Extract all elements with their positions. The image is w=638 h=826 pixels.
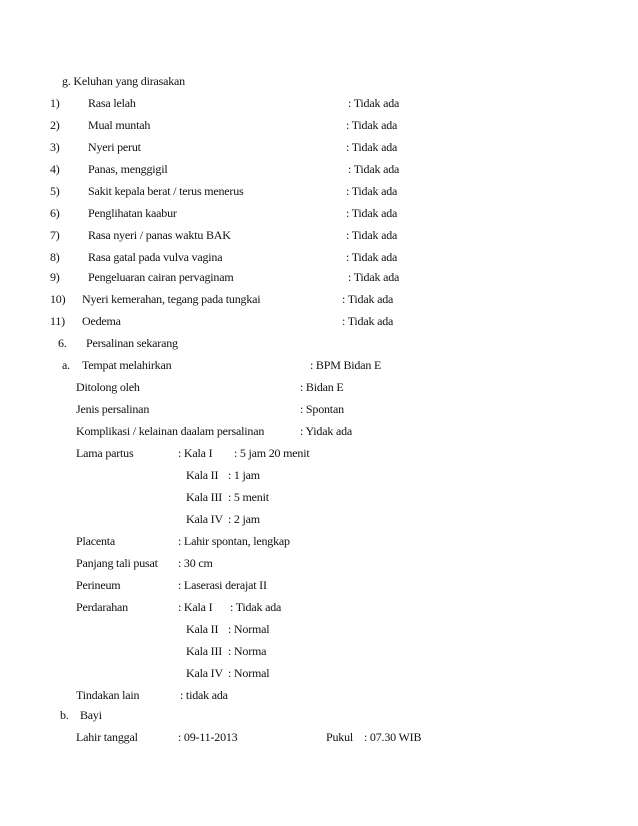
item-label: Rasa gatal pada vulva vagina [88, 250, 223, 264]
lama-kala: Kala III [186, 490, 223, 504]
ditolong-value: : Bidan E [300, 380, 344, 394]
item-label: Oedema [82, 314, 121, 328]
perdarahan-value: : Norma [228, 644, 267, 658]
tali-pusat-label: Panjang tali pusat [76, 556, 158, 570]
item-label: Sakit kepala berat / terus menerus [88, 184, 244, 198]
item-value: : Tidak ada [346, 206, 398, 220]
lahir-tanggal-label: Lahir tanggal [76, 730, 138, 744]
perdarahan-label: Perdarahan [76, 600, 128, 614]
pukul-label: Pukul [326, 730, 354, 744]
pukul-value: : 07.30 WIB [364, 730, 422, 744]
ditolong-label: Ditolong oleh [76, 380, 140, 394]
lama-partus-label: Lama partus [76, 446, 134, 460]
placenta-label: Placenta [76, 534, 116, 548]
perdarahan-kala: Kala III [186, 644, 223, 658]
lama-value: : 1 jam [228, 468, 260, 482]
item-number: 1) [50, 96, 60, 110]
jenis-label: Jenis persalinan [76, 402, 150, 416]
item-label: Rasa lelah [88, 96, 136, 110]
lama-kala: Kala IV [186, 512, 223, 526]
section-6-heading: Persalinan sekarang [86, 336, 178, 350]
perdarahan-value: : Tidak ada [230, 600, 282, 614]
lahir-tanggal-value: : 09-11-2013 [178, 730, 238, 744]
perdarahan-kala: Kala II [186, 622, 219, 636]
item-label: Nyeri perut [88, 140, 141, 154]
lama-value: : 2 jam [228, 512, 260, 526]
tempat-label: Tempat melahirkan [82, 358, 172, 372]
jenis-value: : Spontan [300, 402, 344, 416]
tindakan-label: Tindakan lain [76, 688, 140, 702]
section-6-number: 6. [58, 336, 67, 350]
item-value: : Tidak ada [348, 96, 400, 110]
item-label: Nyeri kemerahan, tegang pada tungkai [82, 292, 261, 306]
section-a-marker: a. [62, 358, 70, 372]
item-value: : Tidak ada [346, 118, 398, 132]
komplikasi-value: : Yidak ada [300, 424, 353, 438]
item-number: 5) [50, 184, 60, 198]
tali-pusat-value: : 30 cm [178, 556, 213, 570]
item-value: : Tidak ada [346, 250, 398, 264]
lama-kala: : Kala I [178, 446, 213, 460]
item-value: : Tidak ada [348, 162, 400, 176]
placenta-value: : Lahir spontan, lengkap [178, 534, 290, 548]
item-value: : Tidak ada [346, 228, 398, 242]
item-value: : Tidak ada [346, 184, 398, 198]
item-label: Pengeluaran cairan pervaginam [88, 270, 234, 284]
perdarahan-kala: Kala IV [186, 666, 223, 680]
perineum-label: Perineum [76, 578, 121, 592]
item-value: : Tidak ada [342, 314, 394, 328]
perdarahan-value: : Normal [228, 622, 270, 636]
tempat-value: : BPM Bidan E [310, 358, 382, 372]
item-number: 2) [50, 118, 60, 132]
lama-value: : 5 jam 20 menit [234, 446, 310, 460]
item-number: 6) [50, 206, 60, 220]
section-b-marker: b. [60, 708, 69, 722]
item-label: Penglihatan kaabur [88, 206, 177, 220]
section-b-heading: Bayi [80, 708, 102, 722]
item-value: : Tidak ada [348, 270, 400, 284]
section-g-heading: g. Keluhan yang dirasakan [62, 74, 185, 88]
perdarahan-kala: : Kala I [178, 600, 213, 614]
item-number: 7) [50, 228, 60, 242]
item-number: 4) [50, 162, 60, 176]
perineum-value: : Laserasi derajat II [178, 578, 267, 592]
item-label: Rasa nyeri / panas waktu BAK [88, 228, 231, 242]
item-number: 10) [50, 292, 66, 306]
item-label: Mual muntah [88, 118, 151, 132]
lama-value: : 5 menit [228, 490, 269, 504]
item-number: 3) [50, 140, 60, 154]
item-number: 9) [50, 270, 60, 284]
tindakan-value: : tidak ada [180, 688, 228, 702]
item-number: 11) [50, 314, 65, 328]
perdarahan-value: : Normal [228, 666, 270, 680]
komplikasi-label: Komplikasi / kelainan daalam persalinan [76, 424, 265, 438]
item-value: : Tidak ada [346, 140, 398, 154]
item-label: Panas, menggigil [88, 162, 168, 176]
lama-kala: Kala II [186, 468, 219, 482]
item-number: 8) [50, 250, 60, 264]
item-value: : Tidak ada [342, 292, 394, 306]
